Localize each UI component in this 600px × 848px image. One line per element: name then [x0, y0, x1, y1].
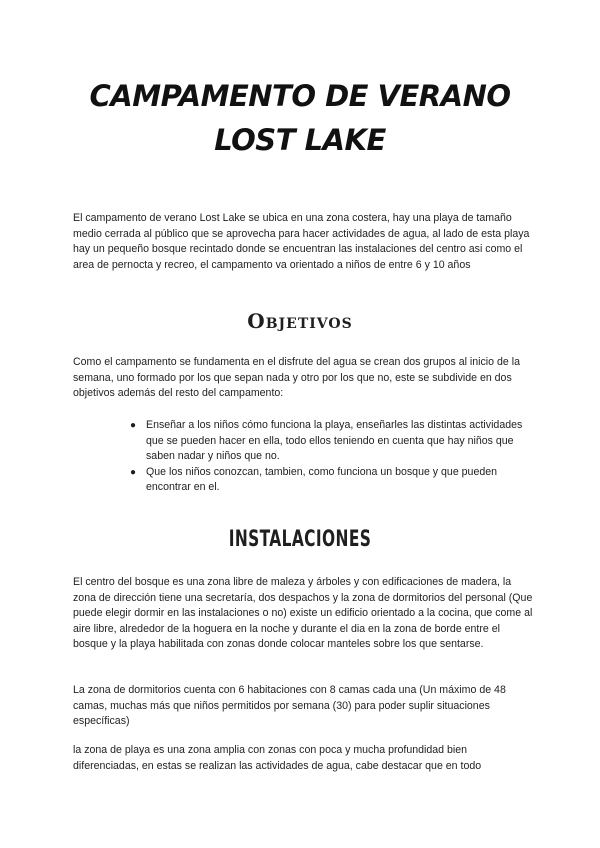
instalaciones-paragraph-2: La zona de dormitorios cuenta con 6 habitaciones con 8 camas cada una (Un máximo de 48 camas, muchas más que niños permitidos por semana (30) para poder suplir situaciones específicas) — [73, 684, 506, 728]
instalaciones-paragraph-1: El centro del bosque es una zona libre de maleza y árboles y con edificaciones de madera, la zona de dirección tiene una secretaría, dos despachos y la zona de dormitorios del personal (Que puede elegir dormir en las instalaciones o no) existe un edificio orientado a la cocina, que come al aire libre, alrededor de la hoguera en la noche y durante el dia en la zona de borde entre el bosque y la playa habilitada con zonas donde colocar manteles sobre los que sentarse. — [73, 576, 533, 651]
objetivos-list — [130, 418, 540, 496]
title-line-1: CAMPAMENTO DE VERANO — [89, 79, 511, 113]
objetivos-paragraph: Como el campamento se fundamenta en el disfrute del agua se crean dos grupos al inicio de la semana, uno formado por los que sepan nada y otro por los que no, este se subdivide en dos objetivos además del resto del campamento: — [73, 356, 520, 400]
bullet-icon: ● — [130, 420, 137, 431]
list-item — [130, 418, 540, 465]
list-item-text: Enseñar a los niños cómo funciona la playa, enseñarles las distintas actividades que se pueden hacer en ella, todo ellos teniendo en cuenta que hay niños que saben nadar y niños que no. — [146, 419, 523, 463]
objetivos-heading: Objetivos — [247, 309, 353, 333]
list-item-text: Que los niños conozcan, tambien, como funciona un bosque y que pueden encontrar en el. — [146, 465, 498, 494]
title-line-2: LOST LAKE — [214, 123, 386, 157]
intro-paragraph: El campamento de verano Lost Lake se ubica en una zona costera, hay una playa de tamaño medio cerrada al público que se aprovecha para hacer actividades de agua, al lado de esta playa hay un pequeño bosque recintado donde se encuentran las instalaciones del centro asi como el area de pernocta y recreo, el campamento va orientado a niños de entre 6 y 10 años — [73, 212, 530, 271]
instalaciones-heading: INSTALACIONES — [228, 527, 372, 552]
bullet-icon: ● — [130, 466, 137, 478]
list-item — [130, 465, 540, 496]
instalaciones-paragraph-3: la zona de playa es una zona amplia con zonas con poca y mucha profundidad bien diferenciadas, en estas se realizan las actividades de agua, cabe destacar que en todo — [73, 744, 482, 772]
